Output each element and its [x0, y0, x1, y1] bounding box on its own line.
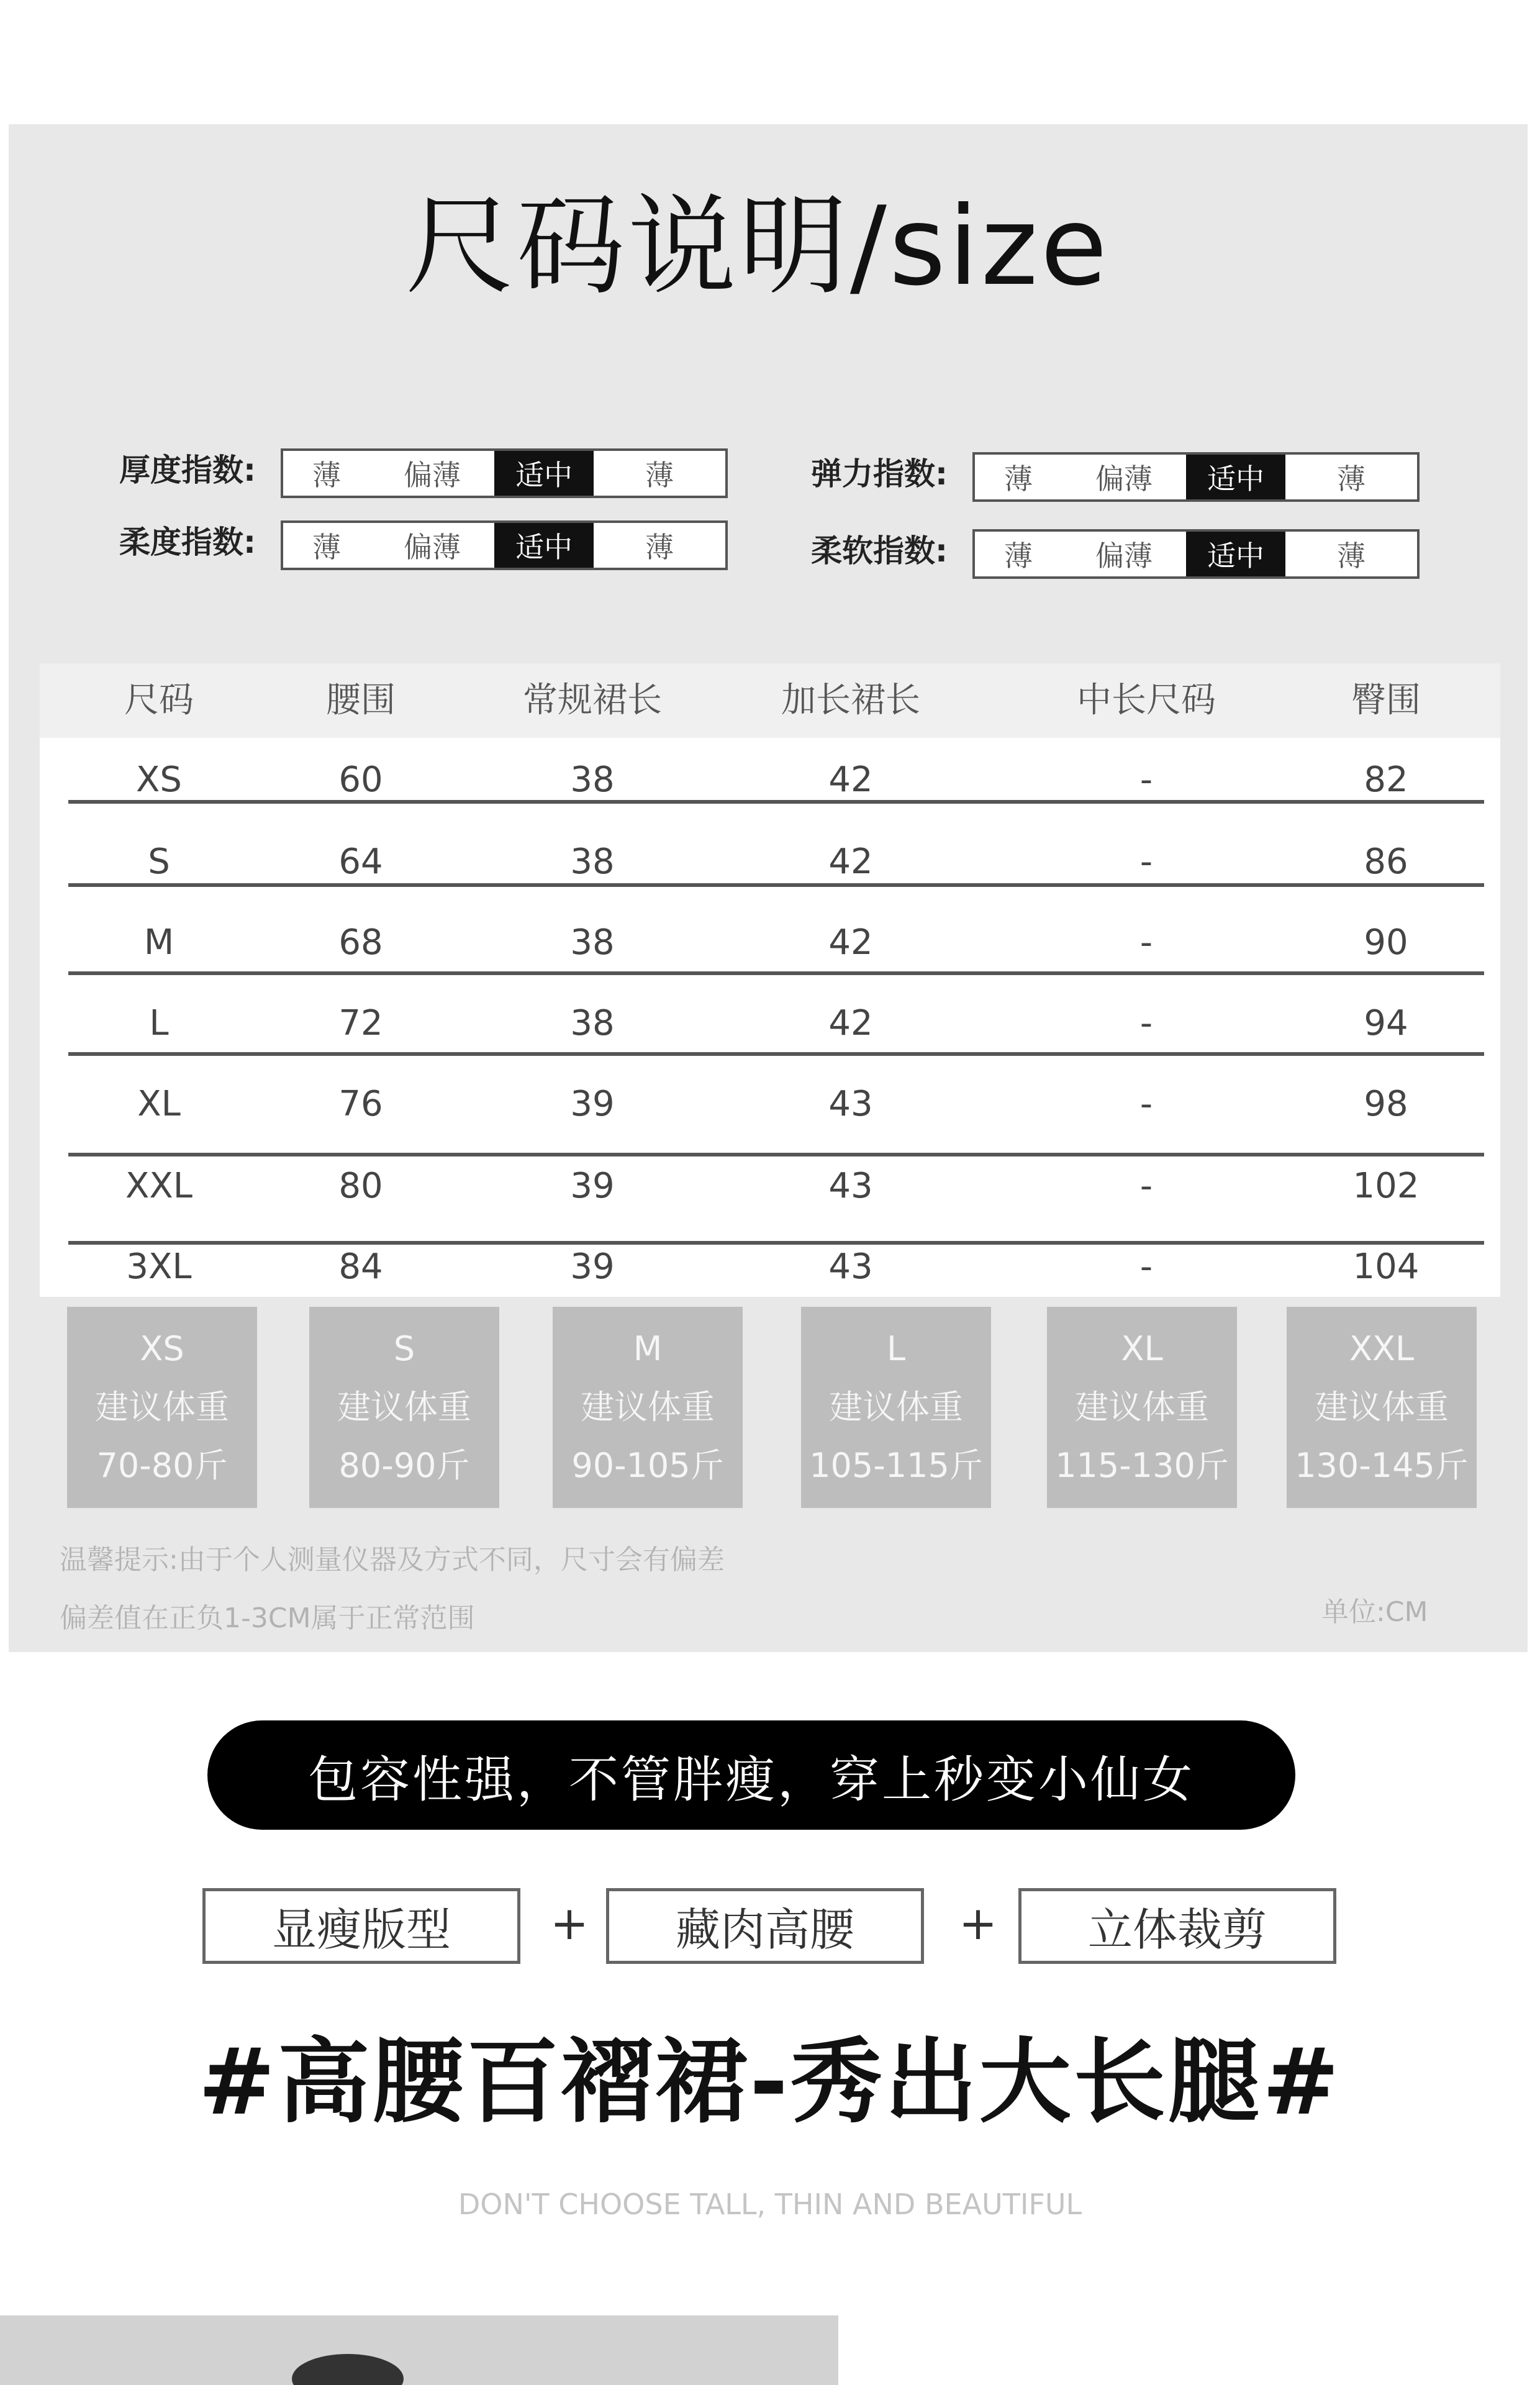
plus-sign: +	[550, 1897, 589, 1950]
page-title: 尺码说明/size	[405, 184, 1110, 310]
feature-tag: 立体裁剪	[1018, 1888, 1336, 1964]
index-option: 薄	[1004, 462, 1033, 496]
table-cell: 38	[570, 760, 615, 800]
weight-card	[553, 1307, 743, 1508]
weight-card-size: M	[633, 1329, 663, 1368]
table-cell: S	[148, 842, 170, 882]
table-row-divider	[68, 1153, 1484, 1156]
index-option: 薄	[645, 530, 674, 564]
index-option-selected: 适中	[494, 523, 594, 568]
weight-card-label: 建议体重	[581, 1388, 715, 1427]
index-option: 薄	[645, 458, 674, 492]
index-option: 薄	[312, 458, 341, 492]
table-cell: -	[1139, 1084, 1153, 1124]
index-option: 薄	[1337, 539, 1366, 573]
table-row-divider	[68, 1241, 1484, 1245]
weight-card	[801, 1307, 991, 1508]
weight-card-size: S	[393, 1329, 415, 1368]
table-cell: 102	[1352, 1166, 1420, 1206]
index-option: 偏薄	[404, 458, 461, 492]
table-cell: 43	[828, 1247, 873, 1287]
table-cell: 3XL	[126, 1247, 192, 1287]
table-row-divider	[68, 800, 1484, 804]
index-option: 薄	[1337, 462, 1366, 496]
unit-label: 单位:CM	[1321, 1596, 1428, 1628]
photo-subject	[292, 2354, 404, 2385]
softness-feel-index-label: 柔软指数:	[811, 533, 948, 569]
plus-sign: +	[959, 1897, 998, 1950]
table-cell: 38	[570, 922, 615, 963]
thickness-index-label: 厚度指数:	[119, 452, 256, 488]
table-cell: -	[1139, 1003, 1153, 1043]
index-option: 偏薄	[1095, 539, 1153, 573]
measurement-note: 温馨提示:由于个人测量仪器及方式不同，尺寸会有偏差	[60, 1544, 725, 1576]
weight-card-size: L	[886, 1329, 906, 1368]
table-cell: 90	[1364, 922, 1408, 963]
softness-index-label: 柔度指数:	[119, 524, 256, 560]
table-header-cell: 加长裙长	[781, 680, 920, 720]
table-cell: -	[1139, 922, 1153, 963]
table-cell: 42	[828, 760, 873, 800]
table-row-divider	[68, 883, 1484, 887]
table-cell: 80	[338, 1166, 383, 1206]
slogan: #高腰百褶裙-秀出大长腿#	[198, 2028, 1342, 2135]
table-header-cell: 腰围	[326, 680, 396, 720]
table-cell: 98	[1364, 1084, 1408, 1124]
table-cell: 42	[828, 922, 873, 963]
table-cell: 72	[338, 1003, 383, 1043]
table-cell: XL	[137, 1084, 181, 1124]
table-cell: 39	[570, 1084, 615, 1124]
table-cell: 84	[338, 1247, 383, 1287]
softness-index-scale	[281, 520, 728, 570]
table-header-cell: 中长尺码	[1077, 680, 1216, 720]
promo-banner: 包容性强，不管胖瘦，穿上秒变小仙女	[207, 1720, 1295, 1830]
table-cell: 94	[1364, 1003, 1408, 1043]
softness-feel-index-scale	[972, 529, 1420, 579]
weight-card	[67, 1307, 257, 1508]
weight-card-label: 建议体重	[1315, 1388, 1449, 1427]
weight-card-size: XS	[140, 1329, 184, 1368]
weight-card-range: 115-130斤	[1055, 1446, 1229, 1485]
table-header-cell: 常规裙长	[523, 680, 662, 720]
table-cell: 82	[1364, 760, 1408, 800]
index-option-selected: 适中	[1186, 455, 1285, 499]
table-cell: 68	[338, 922, 383, 963]
weight-card	[1047, 1307, 1237, 1508]
table-cell: -	[1139, 1247, 1153, 1287]
table-cell: 86	[1364, 842, 1408, 882]
table-cell: XS	[136, 760, 182, 800]
index-option: 薄	[312, 530, 341, 564]
table-cell: 38	[570, 1003, 615, 1043]
table-cell: M	[143, 922, 174, 963]
table-cell: -	[1139, 1166, 1153, 1206]
weight-card-range: 80-90斤	[338, 1446, 470, 1485]
index-option-selected: 适中	[494, 451, 594, 496]
elasticity-index-scale	[972, 452, 1420, 502]
thickness-index-scale	[281, 448, 728, 498]
table-cell: 60	[338, 760, 383, 800]
tolerance-note: 偏差值在正负1-3CM属于正常范围	[60, 1602, 475, 1634]
weight-card-size: XL	[1121, 1329, 1163, 1368]
weight-card-range: 130-145斤	[1295, 1446, 1469, 1485]
table-cell: 43	[828, 1084, 873, 1124]
feature-tag: 藏肉高腰	[606, 1888, 924, 1964]
feature-tag: 显瘦版型	[202, 1888, 520, 1964]
table-cell: 42	[828, 1003, 873, 1043]
weight-card-range: 105-115斤	[809, 1446, 983, 1485]
table-header-cell: 臀围	[1351, 680, 1421, 720]
table-cell: 104	[1352, 1247, 1420, 1287]
table-cell: 39	[570, 1247, 615, 1287]
table-row-divider	[68, 971, 1484, 975]
table-header-cell: 尺码	[124, 680, 194, 720]
weight-card-label: 建议体重	[1075, 1388, 1209, 1427]
table-cell: -	[1139, 760, 1153, 800]
index-option: 偏薄	[1095, 462, 1153, 496]
table-row-divider	[68, 1052, 1484, 1056]
index-option-selected: 适中	[1186, 532, 1285, 576]
weight-card-range: 90-105斤	[571, 1446, 724, 1485]
table-cell: 64	[338, 842, 383, 882]
weight-card-label: 建议体重	[829, 1388, 963, 1427]
table-cell: -	[1139, 842, 1153, 882]
table-cell: XXL	[125, 1166, 192, 1206]
weight-card-label: 建议体重	[95, 1388, 229, 1427]
weight-card	[309, 1307, 499, 1508]
table-cell: L	[149, 1003, 169, 1043]
index-option: 偏薄	[404, 530, 461, 564]
weight-card	[1287, 1307, 1477, 1508]
table-cell: 38	[570, 842, 615, 882]
product-photo	[0, 2315, 838, 2385]
index-option: 薄	[1004, 539, 1033, 573]
table-cell: 76	[338, 1084, 383, 1124]
weight-card-size: XXL	[1349, 1329, 1415, 1368]
sub-slogan: DON'T CHOOSE TALL, THIN AND BEAUTIFUL	[458, 2187, 1082, 2221]
elasticity-index-label: 弹力指数:	[811, 456, 948, 492]
weight-card-label: 建议体重	[337, 1388, 471, 1427]
table-cell: 42	[828, 842, 873, 882]
weight-card-range: 70-80斤	[96, 1446, 228, 1485]
table-cell: 43	[828, 1166, 873, 1206]
table-cell: 39	[570, 1166, 615, 1206]
